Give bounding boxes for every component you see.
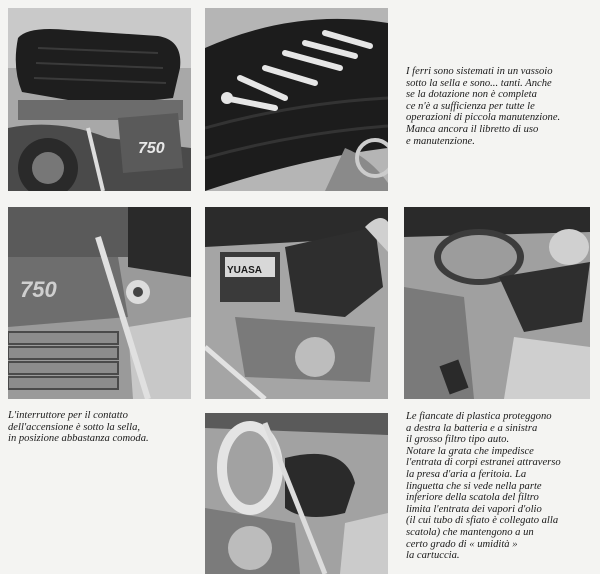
photo-filter-box (205, 413, 388, 574)
photo-battery-side (205, 207, 388, 399)
photo-air-filter-side (404, 207, 590, 399)
battery-brand: YUASA (227, 265, 263, 276)
photo-seat-lifted (8, 8, 191, 191)
photo-ignition-switch (8, 207, 191, 399)
engine-badge: 750 (20, 277, 57, 302)
caption-ignition-switch: L'interruttore per il contatto dell'accensione è sotto la sella, in posizione abbastanza comoda. (8, 410, 149, 445)
caption-side-panels: Le fiancate di plastica proteggono a destra la batteria e a sinistra il grosso filtro tipo auto. Notare la grata che impedisce l'entrata di corpi estranei attraverso la presa d'aria a feritoia. La linguetta che si vede nella parte inferiore della scatola del filtro limita l'entrata dei vapori d'olio (il cui tubo di sfiato è collegato alla scatola) che mantengono a un certo grado di « umidità » la cartuccia. (406, 411, 561, 562)
side-cover-badge: 750 (138, 140, 165, 157)
caption-tool-tray: I ferri sono sistemati in un vassoio sotto la sella e sono... tanti. Anche se la dotazione non è completa ce n'è a sufficienza per tutte le operazioni di piccola manutenzione. Manca ancora il libretto di uso e manutenzione. (406, 66, 561, 147)
photo-tool-tray (205, 8, 388, 191)
